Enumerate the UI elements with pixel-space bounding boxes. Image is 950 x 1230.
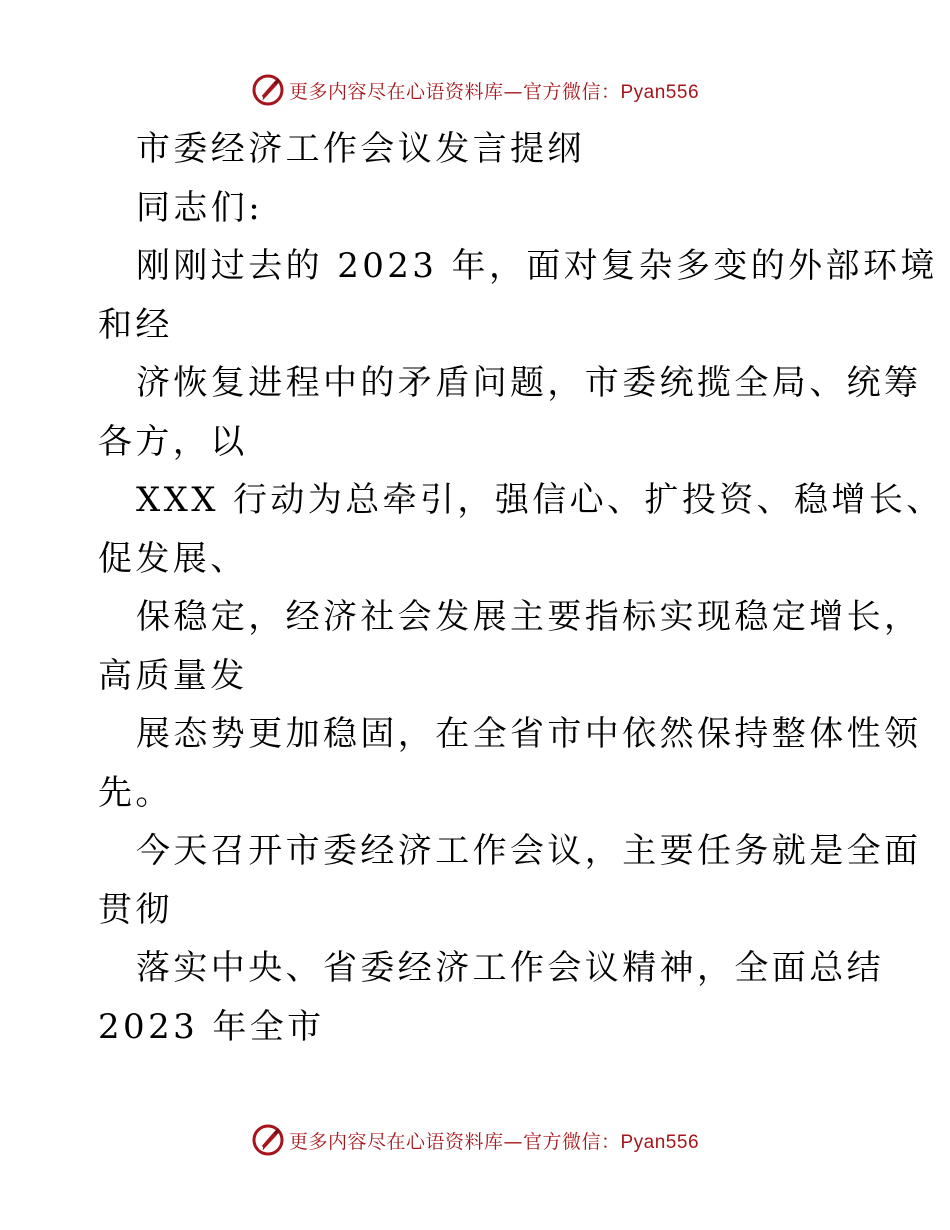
text-line: 市委经济工作会议发言提纲 xyxy=(136,129,585,169)
text-line: XXX 行动为总牵引，强信心、扩投资、稳增长、 xyxy=(136,480,944,520)
text-line: 落实中央、省委经济工作会议精神，全面总结 xyxy=(136,948,884,988)
watermark-text xyxy=(289,77,699,104)
text-line: 今天召开市委经济工作会议，主要任务就是全面 xyxy=(136,831,922,871)
document-body xyxy=(98,120,944,1056)
watermark-id: Pyan556 xyxy=(620,81,700,103)
text-line: 济恢复进程中的矛盾问题，市委统揽全局、统筹 xyxy=(136,363,922,403)
text-line: 促发展、 xyxy=(98,538,248,579)
watermark-label: 更多内容尽在心语资料库—官方微信： xyxy=(288,1130,621,1153)
footer-watermark xyxy=(0,1120,950,1160)
text-line: 各方，以 xyxy=(98,421,248,462)
watermark-label: 更多内容尽在心语资料库—官方微信： xyxy=(288,80,621,103)
text-line: 同志们: xyxy=(136,187,264,228)
text-line: 刚刚过去的 2023 年，面对复杂多变的外部环境 xyxy=(136,246,938,286)
header-watermark xyxy=(0,70,950,110)
watermark-text xyxy=(289,1127,699,1154)
text-line: 2023 年全市 xyxy=(98,1006,325,1047)
pen-seal-icon xyxy=(251,73,285,107)
pen-seal-icon xyxy=(251,1123,285,1157)
text-line: 保稳定，经济社会发展主要指标实现稳定增长， xyxy=(136,597,922,637)
text-line: 展态势更加稳固，在全省市中依然保持整体性领 xyxy=(136,714,922,754)
watermark-id: Pyan556 xyxy=(620,1131,700,1153)
text-line: 和经 xyxy=(98,304,173,345)
text-line: 先。 xyxy=(98,772,173,813)
text-line: 贯彻 xyxy=(98,889,173,930)
text-line: 高质量发 xyxy=(98,655,248,696)
